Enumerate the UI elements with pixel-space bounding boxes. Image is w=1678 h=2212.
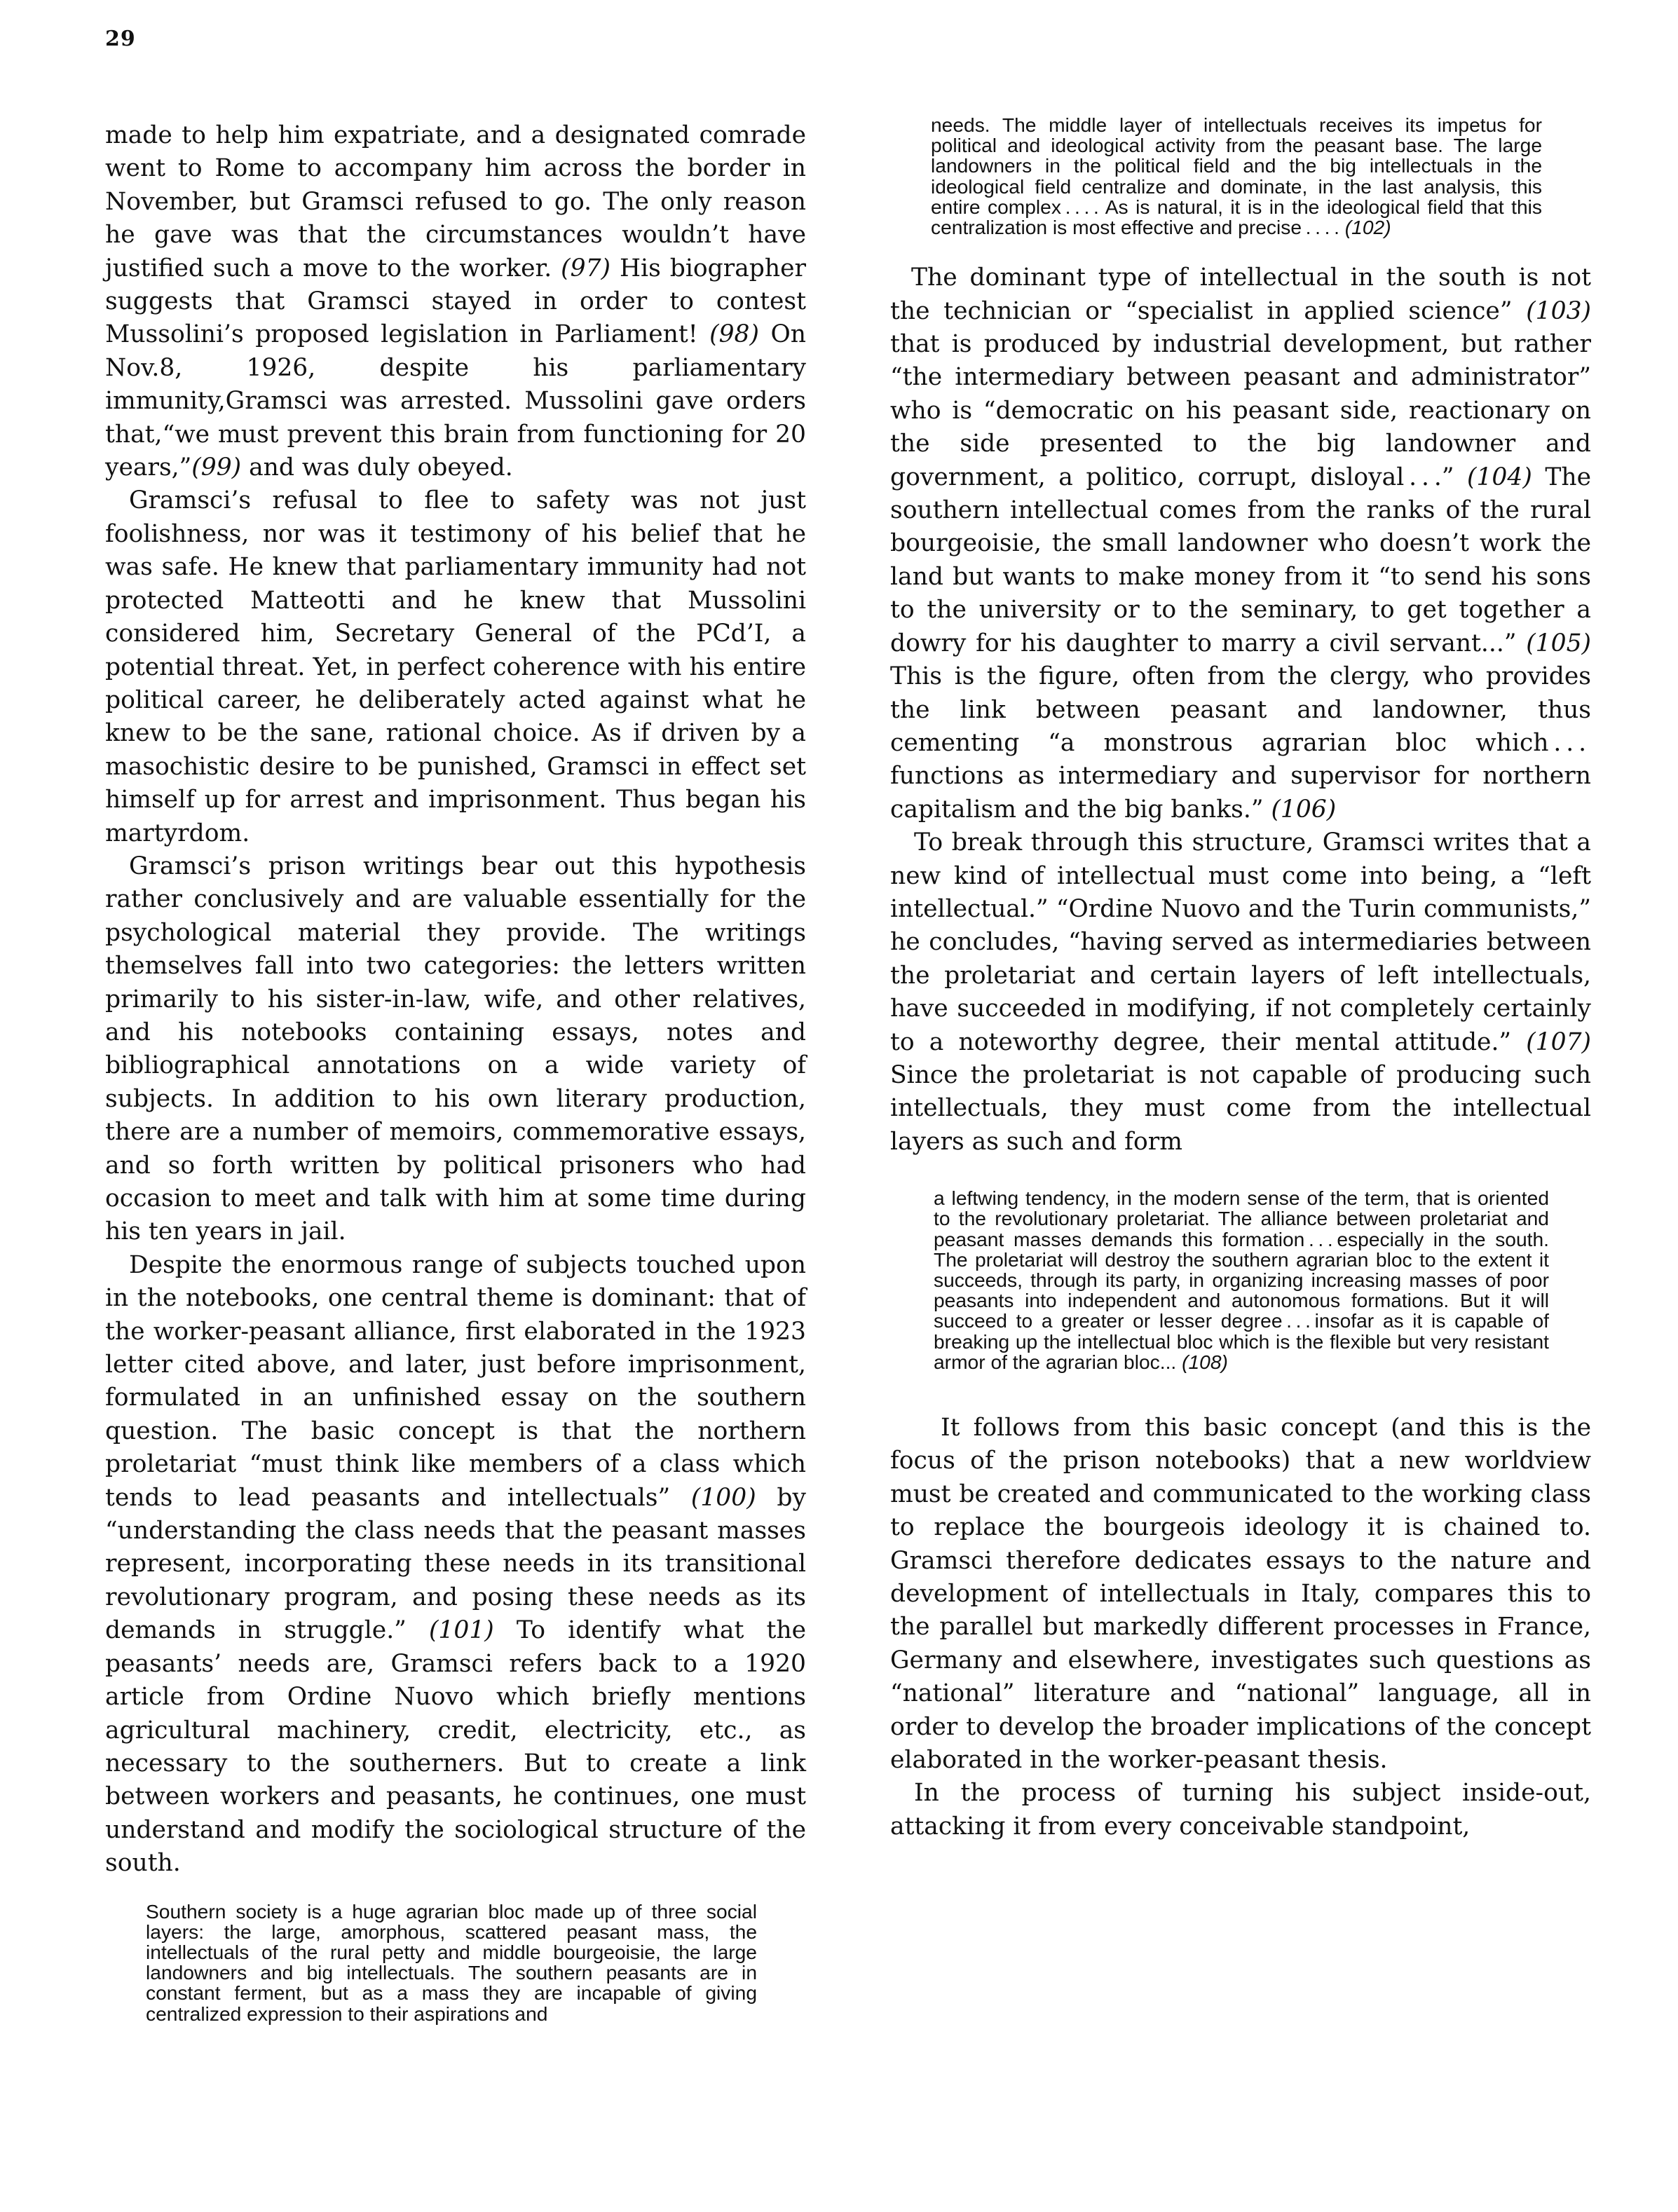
citation: (106)	[1271, 795, 1337, 824]
paragraph-dominant-intellectual: The dominant type of intellectual in the south is not the technician or “specialist in applied science” (103) that is produced by industrial development, but rather “the intermediary between peasant and administrator” who is “democratic on his peasant side, reactionary on the side presented to the big landowner and government, a politico, corrupt, disloyal . . .” (104) The southern intellectual comes from the ranks of the rural bourgeoisie, the small landowner who doesn’t work the land but wants to make money from it “to send his sons to the university or to the seminary, to get together a dowry for his daughter to marry a civil servant...” (105) This is the figure, often from the clergy, who provides the link between peasant and landowner, thus cementing “a monstrous agrarian bloc which . . . functions as intermediary and supervisor for northern capitalism and the big banks.” (106)	[890, 264, 1591, 824]
citation: (101)	[428, 1616, 494, 1645]
block-quote-continued: needs. The middle layer of intellectuals receives its impetus for political and ideological activity from the peasant base. The large landowners in the political field and the big intellectuals in the ideological field centralize and dominate, in the last analysis, this entire complex . . . . As is natural, it is in the ideological field that this centralization is most effective and precise . . . . (102)	[931, 114, 1542, 239]
page-number: 29	[105, 27, 136, 51]
block-quote-southern-society: Southern society is a huge agrarian bloc made up of three social layers: the large, amorphous, scattered peasant mass, the intellectuals of the rural petty and middle bourgeoisie, the large landowners and big intellectuals. The southern peasants are in constant ferment, but as a mass they are incapable of giving centralized expression to their aspirations and	[146, 1899, 757, 2025]
paragraph-prison-writings: Gramsci’s prison writings bear out this hypothesis rather conclusively and are valuable essentially for the psychological material they provide. The writings themselves fall into two categories: the letters written primarily to his sister-in-law, wife, and other relatives, and his notebooks containing essays, notes and bibliographical annotations on a wide variety of subjects. In addition to his own literary production, there are a number of memoirs, commemorative essays, and so forth written by political prisoners who had occasion to meet and talk with him at some time during his ten years in jail.	[105, 852, 806, 1246]
citation: (108)	[1182, 1350, 1228, 1373]
paragraph-left-intellectual: To break through this structure, Gramsci writes that a new kind of intellectual must come into being, a “left intellectual.” “Ordine Nuovo and the Turin communists,” he concludes, “having served as intermediaries between the proletariat and certain layers of left intellectuals, have succeeded in modifying, if not completely certainly to a noteworthy degree, their mental attitude.” (107) Since the proletariat is not capable of producing such intellectuals, they must come from the intellectual layers as such and form	[890, 828, 1591, 1156]
paragraph-central-theme: Despite the enormous range of subjects touched upon in the notebooks, one central theme is dominant: that of the worker-peasant alliance, first elaborated in the 1923 letter cited above, and later, just before imprisonment, formulated in an unfinished essay on the southern question. The basic concept is that the northern proletariat “must think like members of a class which tends to lead peasants and intellectuals” (100) by “understanding the class needs that the peasant masses represent, incorporating these needs in its transitional revolutionary program, and posing these needs as its demands in struggle.” (101) To identify what the peasants’ needs are, Gramsci refers back to a 1920 article from Ordine Nuovo which briefly mentions agricultural machinery, credit, electricity, etc., as necessary to the southerners. But to create a link between workers and peasants, he continues, one must understand and modify the sociological structure of the south.	[105, 1250, 806, 1878]
citation: (98)	[709, 320, 759, 349]
citation: (102)	[1344, 216, 1391, 239]
block-quote-leftwing-tendency: a leftwing tendency, in the modern sense of the term, that is oriented to the revolutionary proletariat. The alliance between proletariat and peasant masses demands this formation . . . especially in the south. The proletariat will destroy the southern agrarian bloc to the extent it succeeds, through its party, in organizing increasing masses of poor peasants into independent and autonomous formations. But it will succeed to a greater or lesser degree . . . insofar as it is capable of breaking up the intellectual bloc which is the flexible but very resistant armor of the agrarian bloc... (108)	[934, 1187, 1549, 1373]
citation: (100)	[690, 1483, 756, 1512]
citation: (103)	[1526, 296, 1591, 325]
right-column	[890, 114, 1591, 1843]
citation: (99)	[191, 453, 242, 482]
citation: (107)	[1526, 1028, 1591, 1056]
citation: (97)	[561, 254, 611, 282]
paragraph-inside-out: In the process of turning his subject inside-out, attacking it from every conceivable standpoint,	[890, 1779, 1591, 1841]
paragraph-new-worldview: It follows from this basic concept (and this is the focus of the prison notebooks) that a new worldview must be created and communicated to the working class to replace the bourgeois ideology it is chained to. Gramsci therefore dedicates essays to the nature and development of intellectuals in Italy, compares this to the parallel but markedly different processes in France, Germany and elsewhere, investigates such questions as “national” literature and “national” language, all in order to develop the broader implications of the concept elaborated in the worker-peasant thesis.	[890, 1414, 1591, 1775]
left-column	[105, 119, 806, 2048]
paragraph-refusal: Gramsci’s refusal to flee to safety was not just foolishness, nor was it testimony of his belief that he was safe. He knew that parliamentary immunity had not protected Matteotti and he knew that Mussolini considered him, Secretary General of the PCd’I, a potential threat. Yet, in perfect coherence with his entire political career, he deliberately acted against what he knew to be the sane, rational choice. As if driven by a masochistic desire to be punished, Gramsci in effect set himself up for arrest and imprisonment. Thus began his martyrdom.	[105, 486, 806, 847]
citation: (105)	[1526, 629, 1591, 657]
citation: (104)	[1467, 463, 1532, 491]
paragraph-continued: made to help him expatriate, and a designated comrade went to Rome to accompany him across the border in November, but Gramsci refused to go. The only reason he gave was that the circumstances wouldn’t have justified such a move to the worker. (97) His biographer suggests that Gramsci stayed in order to contest Mussolini’s proposed legislation in Parliament! (98) On Nov.8, 1926, despite his parliamentary immunity,Gramsci was arrested. Mussolini gave orders that,“we must prevent this brain from functioning for 20 years,”(99) and was duly obeyed.	[105, 121, 806, 482]
